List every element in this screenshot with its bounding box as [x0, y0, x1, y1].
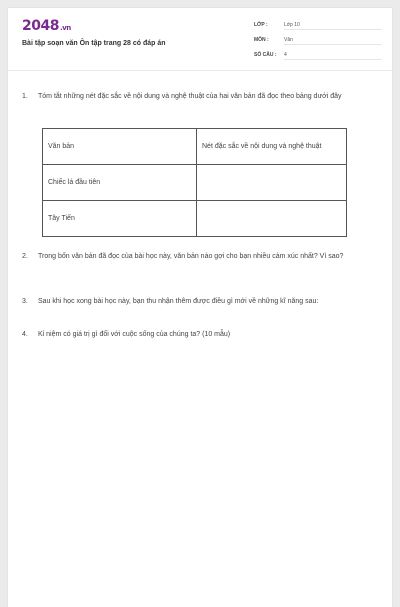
question-number: 4. [22, 331, 28, 338]
summary-table [42, 128, 347, 237]
meta-label-subject: MÔN : [254, 37, 269, 43]
table-cell: Chiếc lá đầu tiên [43, 165, 197, 201]
meta-value-class: Lớp 10 [284, 22, 382, 30]
table-header-row [43, 129, 347, 165]
question-number: 1. [22, 93, 28, 100]
meta-row-count [254, 51, 382, 61]
table-row [43, 165, 347, 201]
question-text: Kỉ niệm có giá trị gì đối với cuộc sống của chúng ta? (10 mẫu) [38, 331, 231, 338]
question-number: 3. [22, 298, 28, 305]
worksheet-header [8, 8, 394, 66]
site-logo[interactable] [22, 18, 71, 34]
table-cell: Tây Tiến [43, 201, 197, 237]
document-title: Bài tập soạn văn Ôn tập trang 28 có đáp án [22, 40, 166, 47]
meta-value-count: 4 [284, 52, 382, 60]
table-header-cell: Văn bản [43, 129, 197, 165]
table-header-cell: Nét đặc sắc về nội dung và nghệ thuật [197, 129, 347, 165]
table-row [43, 201, 347, 237]
question-text: Sau khi học xong bài học này, bạn thu nhận thêm được điều gì mới về những kĩ năng sau: [38, 298, 319, 305]
meta-value-subject: Văn [284, 37, 382, 45]
meta-label-count: SỐ CÂU : [254, 52, 277, 58]
table-cell [197, 165, 347, 201]
table-cell [197, 201, 347, 237]
question-text: Tóm tắt những nét đặc sắc về nội dung và nghệ thuật của hai văn bản đã đọc theo bảng dưới đây [38, 93, 342, 100]
logo-text: 2048 [22, 18, 59, 34]
question-text: Trong bốn văn bản đã đọc của bài học này, văn bản nào gợi cho bạn nhiều cảm xúc nhất? Vì sao? [38, 253, 344, 260]
worksheet-page [7, 7, 393, 607]
meta-row-class [254, 21, 382, 31]
question-number: 2. [22, 253, 28, 260]
header-divider [8, 70, 394, 71]
meta-row-subject [254, 36, 382, 46]
logo-suffix: .vn [59, 24, 71, 32]
meta-label-class: LỚP : [254, 22, 268, 28]
